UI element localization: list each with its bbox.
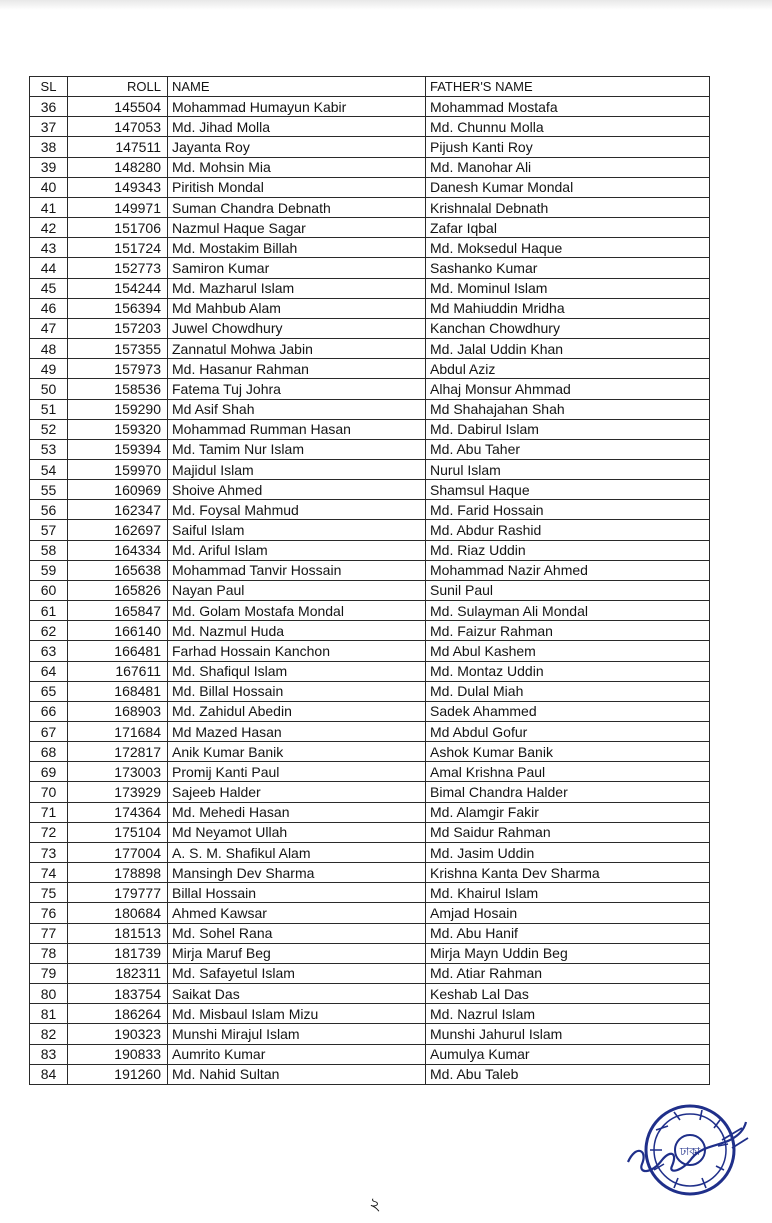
cell-name: Suman Chandra Debnath (168, 197, 426, 217)
cell-roll: 162347 (68, 500, 168, 520)
cell-roll: 178898 (68, 863, 168, 883)
cell-father-name: Aumulya Kumar (426, 1044, 710, 1064)
cell-roll: 167611 (68, 661, 168, 681)
candidate-table (29, 76, 710, 1085)
table-row (30, 359, 710, 379)
cell-sl: 80 (30, 984, 68, 1004)
cell-roll: 147053 (68, 117, 168, 137)
table-row (30, 238, 710, 258)
cell-sl: 38 (30, 137, 68, 157)
cell-name: Majidul Islam (168, 459, 426, 479)
table-row (30, 822, 710, 842)
cell-father-name: Mohammad Nazir Ahmed (426, 560, 710, 580)
cell-name: Md Neyamot Ullah (168, 822, 426, 842)
cell-father-name: Amjad Hosain (426, 903, 710, 923)
cell-roll: 159394 (68, 439, 168, 459)
cell-father-name: Md. Dabirul Islam (426, 419, 710, 439)
header-roll: ROLL (68, 77, 168, 97)
cell-sl: 71 (30, 802, 68, 822)
cell-father-name: Sadek Ahammed (426, 701, 710, 721)
table-row (30, 701, 710, 721)
cell-name: A. S. M. Shafikul Alam (168, 842, 426, 862)
cell-roll: 166140 (68, 621, 168, 641)
cell-name: Nazmul Haque Sagar (168, 218, 426, 238)
table-row (30, 742, 710, 762)
cell-sl: 52 (30, 419, 68, 439)
cell-sl: 36 (30, 97, 68, 117)
cell-roll: 158536 (68, 379, 168, 399)
header-sl: SL (30, 77, 68, 97)
cell-sl: 46 (30, 298, 68, 318)
cell-name: Md. Billal Hossain (168, 681, 426, 701)
cell-roll: 174364 (68, 802, 168, 822)
cell-sl: 74 (30, 863, 68, 883)
cell-sl: 75 (30, 883, 68, 903)
cell-name: Mohammad Humayun Kabir (168, 97, 426, 117)
cell-roll: 191260 (68, 1064, 168, 1084)
table-row (30, 540, 710, 560)
cell-roll: 181513 (68, 923, 168, 943)
cell-name: Samiron Kumar (168, 258, 426, 278)
cell-name: Mohammad Rumman Hasan (168, 419, 426, 439)
cell-sl: 81 (30, 1004, 68, 1024)
table-row (30, 439, 710, 459)
cell-roll: 151706 (68, 218, 168, 238)
table-row (30, 621, 710, 641)
header-name: NAME (168, 77, 426, 97)
cell-roll: 171684 (68, 722, 168, 742)
cell-name: Md. Hasanur Rahman (168, 359, 426, 379)
cell-roll: 145504 (68, 97, 168, 117)
cell-roll: 148280 (68, 157, 168, 177)
cell-name: Md Mazed Hasan (168, 722, 426, 742)
table-row (30, 137, 710, 157)
cell-roll: 147511 (68, 137, 168, 157)
cell-sl: 67 (30, 722, 68, 742)
cell-sl: 43 (30, 238, 68, 258)
cell-father-name: Md. Abu Taleb (426, 1064, 710, 1084)
table-row (30, 580, 710, 600)
cell-roll: 152773 (68, 258, 168, 278)
table-row (30, 963, 710, 983)
cell-father-name: Md. Abdur Rashid (426, 520, 710, 540)
cell-father-name: Md Shahajahan Shah (426, 399, 710, 419)
table-row (30, 661, 710, 681)
cell-father-name: Md. Moksedul Haque (426, 238, 710, 258)
cell-roll: 154244 (68, 278, 168, 298)
cell-roll: 180684 (68, 903, 168, 923)
cell-father-name: Sashanko Kumar (426, 258, 710, 278)
cell-father-name: Sunil Paul (426, 580, 710, 600)
cell-father-name: Md. Jalal Uddin Khan (426, 339, 710, 359)
cell-father-name: Md. Atiar Rahman (426, 963, 710, 983)
cell-name: Saiful Islam (168, 520, 426, 540)
cell-father-name: Md. Chunnu Molla (426, 117, 710, 137)
cell-sl: 79 (30, 963, 68, 983)
cell-name: Md Asif Shah (168, 399, 426, 419)
cell-father-name: Krishnalal Debnath (426, 197, 710, 217)
cell-name: Md. Misbaul Islam Mizu (168, 1004, 426, 1024)
cell-roll: 190323 (68, 1024, 168, 1044)
cell-roll: 156394 (68, 298, 168, 318)
cell-father-name: Md Abdul Gofur (426, 722, 710, 742)
cell-sl: 68 (30, 742, 68, 762)
cell-father-name: Md. Abu Taher (426, 439, 710, 459)
cell-father-name: Md. Jasim Uddin (426, 842, 710, 862)
cell-name: Ahmed Kawsar (168, 903, 426, 923)
cell-name: Md. Golam Mostafa Mondal (168, 601, 426, 621)
table-row (30, 681, 710, 701)
cell-roll: 157203 (68, 318, 168, 338)
cell-sl: 53 (30, 439, 68, 459)
cell-father-name: Md Mahiuddin Mridha (426, 298, 710, 318)
cell-sl: 44 (30, 258, 68, 278)
cell-father-name: Md. Abu Hanif (426, 923, 710, 943)
cell-sl: 73 (30, 842, 68, 862)
cell-roll: 160969 (68, 480, 168, 500)
table-row (30, 722, 710, 742)
cell-name: Md. Nahid Sultan (168, 1064, 426, 1084)
table-row (30, 1024, 710, 1044)
cell-roll: 172817 (68, 742, 168, 762)
cell-roll: 173929 (68, 782, 168, 802)
cell-father-name: Mirja Mayn Uddin Beg (426, 943, 710, 963)
table-row (30, 943, 710, 963)
cell-sl: 63 (30, 641, 68, 661)
table-row (30, 601, 710, 621)
cell-name: Jayanta Roy (168, 137, 426, 157)
cell-roll: 175104 (68, 822, 168, 842)
cell-sl: 61 (30, 601, 68, 621)
table-row (30, 883, 710, 903)
table-row (30, 459, 710, 479)
cell-roll: 149343 (68, 177, 168, 197)
cell-sl: 50 (30, 379, 68, 399)
table-row (30, 298, 710, 318)
cell-father-name: Md. Riaz Uddin (426, 540, 710, 560)
table-row (30, 842, 710, 862)
cell-roll: 173003 (68, 762, 168, 782)
cell-name: Fatema Tuj Johra (168, 379, 426, 399)
cell-roll: 186264 (68, 1004, 168, 1024)
cell-father-name: Md. Farid Hossain (426, 500, 710, 520)
cell-sl: 37 (30, 117, 68, 137)
cell-name: Md. Mohsin Mia (168, 157, 426, 177)
cell-sl: 47 (30, 318, 68, 338)
table-row (30, 520, 710, 540)
cell-name: Md. Safayetul Islam (168, 963, 426, 983)
scan-top-edge (0, 0, 772, 10)
cell-name: Juwel Chowdhury (168, 318, 426, 338)
cell-sl: 40 (30, 177, 68, 197)
cell-roll: 179777 (68, 883, 168, 903)
cell-sl: 57 (30, 520, 68, 540)
cell-sl: 58 (30, 540, 68, 560)
cell-roll: 166481 (68, 641, 168, 661)
table-row (30, 399, 710, 419)
cell-name: Farhad Hossain Kanchon (168, 641, 426, 661)
table-row (30, 782, 710, 802)
table-row (30, 339, 710, 359)
table-row (30, 318, 710, 338)
cell-sl: 78 (30, 943, 68, 963)
cell-father-name: Md. Montaz Uddin (426, 661, 710, 681)
cell-roll: 183754 (68, 984, 168, 1004)
table-row (30, 419, 710, 439)
cell-roll: 190833 (68, 1044, 168, 1064)
cell-sl: 56 (30, 500, 68, 520)
cell-sl: 62 (30, 621, 68, 641)
cell-sl: 83 (30, 1044, 68, 1064)
cell-name: Shoive Ahmed (168, 480, 426, 500)
cell-name: Md. Nazmul Huda (168, 621, 426, 641)
cell-father-name: Md. Khairul Islam (426, 883, 710, 903)
cell-sl: 70 (30, 782, 68, 802)
cell-roll: 165826 (68, 580, 168, 600)
cell-sl: 82 (30, 1024, 68, 1044)
cell-roll: 182311 (68, 963, 168, 983)
table-row (30, 641, 710, 661)
header-father-name: FATHER'S NAME (426, 77, 710, 97)
table-row (30, 258, 710, 278)
cell-sl: 66 (30, 701, 68, 721)
cell-roll: 165847 (68, 601, 168, 621)
cell-name: Md Mahbub Alam (168, 298, 426, 318)
cell-father-name: Munshi Jahurul Islam (426, 1024, 710, 1044)
cell-father-name: Nurul Islam (426, 459, 710, 479)
table-row (30, 177, 710, 197)
cell-father-name: Amal Krishna Paul (426, 762, 710, 782)
cell-father-name: Zafar Iqbal (426, 218, 710, 238)
cell-father-name: Danesh Kumar Mondal (426, 177, 710, 197)
cell-father-name: Md Abul Kashem (426, 641, 710, 661)
cell-roll: 164334 (68, 540, 168, 560)
cell-sl: 55 (30, 480, 68, 500)
cell-roll: 159970 (68, 459, 168, 479)
cell-father-name: Kanchan Chowdhury (426, 318, 710, 338)
cell-name: Md. Mostakim Billah (168, 238, 426, 258)
cell-name: Mirja Maruf Beg (168, 943, 426, 963)
cell-sl: 65 (30, 681, 68, 701)
office-seal (622, 1100, 752, 1200)
cell-name: Md. Foysal Mahmud (168, 500, 426, 520)
cell-roll: 177004 (68, 842, 168, 862)
cell-name: Md. Zahidul Abedin (168, 701, 426, 721)
table-row (30, 197, 710, 217)
table-row (30, 218, 710, 238)
cell-roll: 181739 (68, 943, 168, 963)
cell-roll: 165638 (68, 560, 168, 580)
cell-father-name: Ashok Kumar Banik (426, 742, 710, 762)
table-row (30, 379, 710, 399)
cell-name: Sajeeb Halder (168, 782, 426, 802)
cell-name: Anik Kumar Banik (168, 742, 426, 762)
cell-name: Md. Mehedi Hasan (168, 802, 426, 822)
cell-name: Zannatul Mohwa Jabin (168, 339, 426, 359)
cell-name: Md. Mazharul Islam (168, 278, 426, 298)
cell-roll: 159290 (68, 399, 168, 419)
table-row (30, 480, 710, 500)
cell-father-name: Bimal Chandra Halder (426, 782, 710, 802)
page-number: ২ (369, 1194, 381, 1214)
cell-sl: 59 (30, 560, 68, 580)
cell-name: Promij Kanti Paul (168, 762, 426, 782)
cell-father-name: Md. Faizur Rahman (426, 621, 710, 641)
cell-sl: 54 (30, 459, 68, 479)
seal-center-text: ঢাকা (679, 1145, 701, 1158)
cell-name: Mohammad Tanvir Hossain (168, 560, 426, 580)
cell-name: Md. Ariful Islam (168, 540, 426, 560)
cell-father-name: Mohammad Mostafa (426, 97, 710, 117)
cell-father-name: Shamsul Haque (426, 480, 710, 500)
cell-name: Md. Tamim Nur Islam (168, 439, 426, 459)
cell-sl: 45 (30, 278, 68, 298)
table-row (30, 117, 710, 137)
cell-name: Billal Hossain (168, 883, 426, 903)
cell-name: Md. Jihad Molla (168, 117, 426, 137)
cell-father-name: Md. Sulayman Ali Mondal (426, 601, 710, 621)
cell-name: Saikat Das (168, 984, 426, 1004)
table-row (30, 762, 710, 782)
cell-roll: 168481 (68, 681, 168, 701)
cell-name: Aumrito Kumar (168, 1044, 426, 1064)
cell-father-name: Md. Manohar Ali (426, 157, 710, 177)
table-row (30, 97, 710, 117)
cell-father-name: Md. Alamgir Fakir (426, 802, 710, 822)
cell-sl: 77 (30, 923, 68, 943)
table-row (30, 923, 710, 943)
table-row (30, 157, 710, 177)
cell-father-name: Pijush Kanti Roy (426, 137, 710, 157)
table-row (30, 560, 710, 580)
cell-father-name: Alhaj Monsur Ahmmad (426, 379, 710, 399)
cell-sl: 51 (30, 399, 68, 419)
table-row (30, 500, 710, 520)
table-row (30, 984, 710, 1004)
cell-sl: 76 (30, 903, 68, 923)
cell-father-name: Md. Dulal Miah (426, 681, 710, 701)
table-row (30, 278, 710, 298)
cell-name: Md. Shafiqul Islam (168, 661, 426, 681)
cell-sl: 64 (30, 661, 68, 681)
table-row (30, 1004, 710, 1024)
cell-roll: 157355 (68, 339, 168, 359)
table-row (30, 863, 710, 883)
cell-father-name: Md. Nazrul Islam (426, 1004, 710, 1024)
cell-father-name: Krishna Kanta Dev Sharma (426, 863, 710, 883)
cell-roll: 149971 (68, 197, 168, 217)
table-row (30, 903, 710, 923)
cell-sl: 42 (30, 218, 68, 238)
cell-father-name: Md Saidur Rahman (426, 822, 710, 842)
cell-father-name: Keshab Lal Das (426, 984, 710, 1004)
cell-roll: 157973 (68, 359, 168, 379)
cell-roll: 159320 (68, 419, 168, 439)
cell-roll: 151724 (68, 238, 168, 258)
cell-roll: 168903 (68, 701, 168, 721)
table-row (30, 802, 710, 822)
cell-roll: 162697 (68, 520, 168, 540)
table-row (30, 1064, 710, 1084)
cell-name: Nayan Paul (168, 580, 426, 600)
cell-name: Piritish Mondal (168, 177, 426, 197)
cell-father-name: Md. Mominul Islam (426, 278, 710, 298)
cell-sl: 69 (30, 762, 68, 782)
table-header-row (30, 77, 710, 97)
cell-father-name: Abdul Aziz (426, 359, 710, 379)
cell-name: Mansingh Dev Sharma (168, 863, 426, 883)
cell-name: Md. Sohel Rana (168, 923, 426, 943)
cell-sl: 49 (30, 359, 68, 379)
cell-sl: 84 (30, 1064, 68, 1084)
cell-sl: 72 (30, 822, 68, 842)
cell-sl: 60 (30, 580, 68, 600)
table-row (30, 1044, 710, 1064)
cell-name: Munshi Mirajul Islam (168, 1024, 426, 1044)
cell-sl: 41 (30, 197, 68, 217)
cell-sl: 39 (30, 157, 68, 177)
cell-sl: 48 (30, 339, 68, 359)
